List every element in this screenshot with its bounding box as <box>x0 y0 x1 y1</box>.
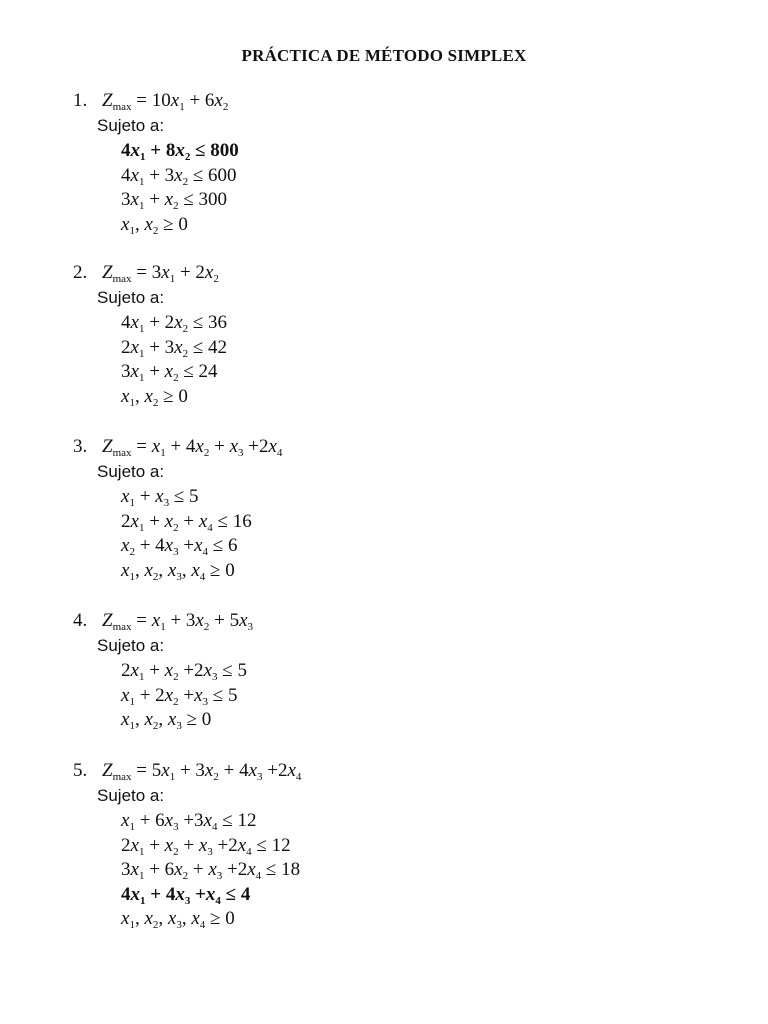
objective-function: $Z_{max} = 5x_1 + 3x_2 + 4x_3 +2x_4$ <box>102 760 302 783</box>
constraint-text: $4x_1 + 8x_2 \le 800$ <box>121 140 239 163</box>
constraint <box>121 312 693 337</box>
constraint <box>121 386 693 411</box>
problem-2 <box>73 262 693 410</box>
constraint-text: $2x_1 + 3x_2 \le 42$ <box>121 336 228 360</box>
constraint <box>121 810 693 835</box>
subject-to-label: Sujeto a: <box>97 288 165 307</box>
constraint-text: $x_1$, $x_2$, $x_3$, $x_4 \ge 0$ <box>121 908 235 931</box>
problem-number: 2. <box>73 262 88 283</box>
constraint <box>121 511 693 536</box>
problem-3 <box>73 436 693 584</box>
constraint <box>121 884 693 909</box>
problem-header <box>73 262 693 288</box>
constraint <box>121 685 693 710</box>
constraint-text: $x_1 + 2x_2 +x_3 \le 5$ <box>121 684 238 708</box>
constraint <box>121 165 693 190</box>
constraint <box>121 859 693 884</box>
constraint-text: $x_1$, $x_2$, $x_3$, $x_4 \ge 0$ <box>121 559 235 583</box>
problem-1 <box>73 90 693 238</box>
constraint <box>121 908 693 933</box>
problem-number: 3. <box>73 436 88 457</box>
constraint-text: $x_1 + x_3 \le 5$ <box>121 486 199 509</box>
constraint-text: $4x_1 + 2x_2 \le 36$ <box>121 312 228 335</box>
constraint <box>121 535 693 560</box>
objective-function: $Z_{max} = x_1 + 4x_2 + x_3 +2x_4$ <box>102 436 283 459</box>
constraint-text: $2x_1 + x_2 + x_3 +2x_4 \le 12$ <box>121 834 291 858</box>
problem-4 <box>73 610 693 734</box>
page-title: PRÁCTICA DE MÉTODO SIMPLEX <box>241 46 527 65</box>
constraint-text: $x_1$, $x_2$, $x_3 \ge 0$ <box>121 709 212 732</box>
subject-to-label: Sujeto a: <box>97 116 165 135</box>
problem-header <box>73 436 693 462</box>
objective-function: $Z_{max} = 3x_1 + 2x_2$ <box>102 262 219 285</box>
problem-number: 4. <box>73 610 88 631</box>
constraint <box>121 835 693 860</box>
constraint <box>121 140 693 165</box>
problem-header <box>73 760 693 786</box>
constraint <box>121 361 693 386</box>
objective-function: $Z_{max} = x_1 + 3x_2 + 5x_3$ <box>102 610 253 633</box>
constraint <box>121 709 693 734</box>
problem-header <box>73 610 693 636</box>
objective-function: $Z_{max} = 10x_1 + 6x_2$ <box>102 90 229 113</box>
constraint <box>121 189 693 214</box>
constraint-text: $2x_1 + x_2 + x_4 \le 16$ <box>121 510 252 534</box>
constraint-text: $x_2 + 4x_3 +x_4 \le 6$ <box>121 535 238 558</box>
subject-to-label: Sujeto a: <box>97 636 165 655</box>
constraint-text: $3x_1 + x_2 \le 24$ <box>121 361 218 384</box>
constraint <box>121 214 693 239</box>
constraint <box>121 337 693 362</box>
constraint-text: $x_1$, $x_2 \ge 0$ <box>121 385 188 409</box>
problem-5 <box>73 760 693 933</box>
subject-to-label: Sujeto a: <box>97 786 165 805</box>
constraint-text: $4x_1 + 3x_2 \le 600$ <box>121 164 237 188</box>
constraint-text: $x_1 + 6x_3 +3x_4 \le 12$ <box>121 810 257 833</box>
constraint-text: $3x_1 + 6x_2 + x_3 +2x_4 \le 18$ <box>121 859 301 882</box>
problem-number: 5. <box>73 760 88 781</box>
constraint-text: $3x_1 + x_2 \le 300$ <box>121 189 228 212</box>
constraint <box>121 660 693 685</box>
constraint <box>121 486 693 511</box>
problem-number: 1. <box>73 90 88 111</box>
subject-to-label: Sujeto a: <box>97 462 165 481</box>
constraint-text: $x_1$, $x_2 \ge 0$ <box>121 213 188 237</box>
problem-header <box>73 90 693 116</box>
constraint <box>121 560 693 585</box>
constraint-text: $2x_1 + x_2 +2x_3 \le 5$ <box>121 660 247 683</box>
constraint-text: $4x_1 + 4x_3 +x_4 \le 4$ <box>121 883 251 907</box>
